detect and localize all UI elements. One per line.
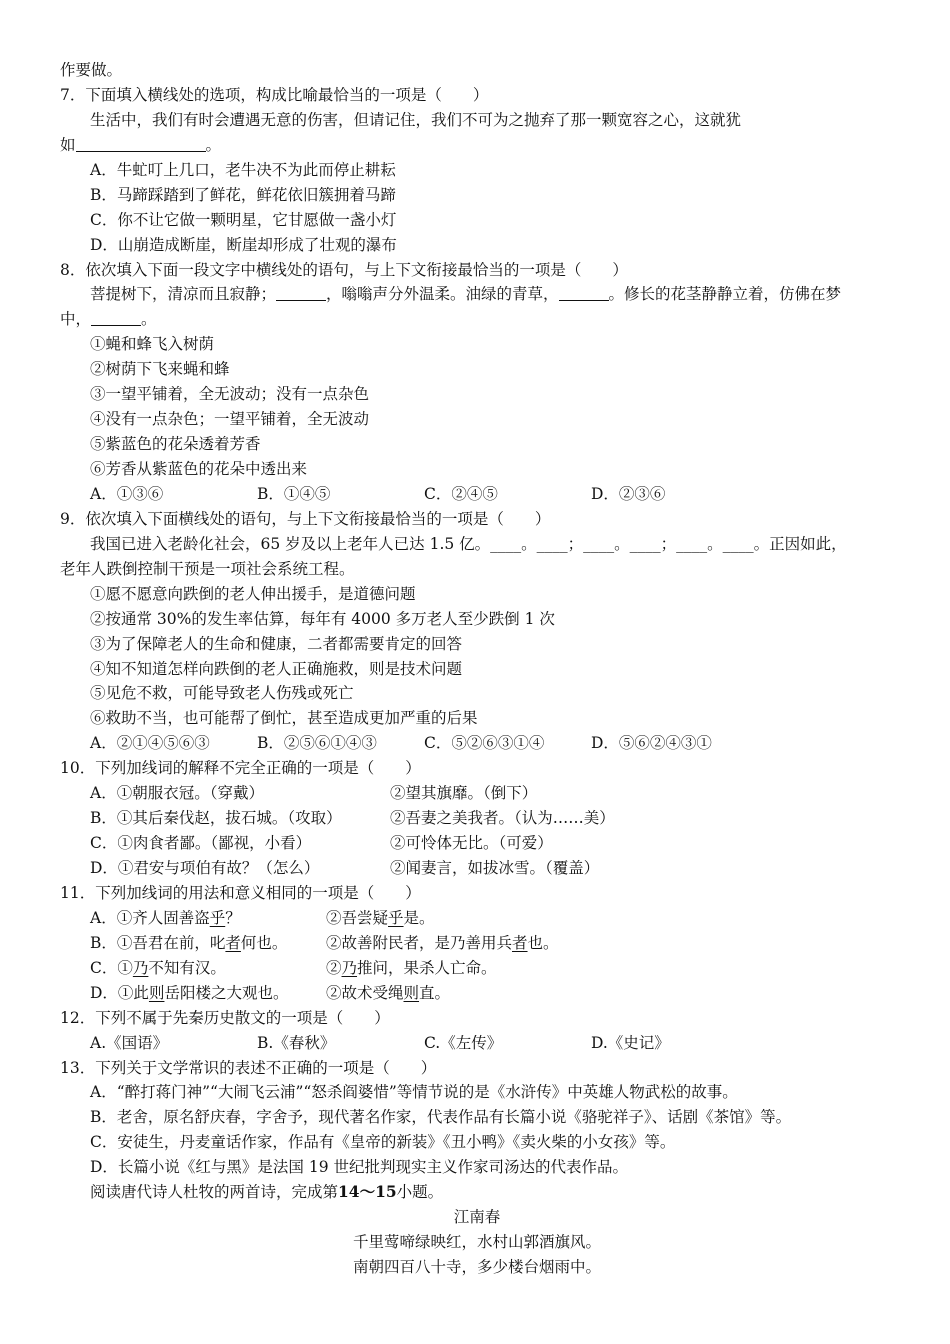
sentence-item: ①蝇和蜂飞入树荫 — [90, 335, 215, 354]
poem-line: 千里莺啼绿映红，水村山郭酒旗风。 — [352, 1233, 601, 1252]
sentence-item: ④没有一点杂色；一望平铺着，全无波动 — [90, 410, 370, 429]
text-fragment: 小题。 — [396, 1183, 444, 1202]
option-a: A．②①④⑤⑥③ — [90, 734, 210, 753]
option-b: B．②⑤⑥①④③ — [257, 734, 377, 753]
option-c: C．⑤②⑥③①④ — [424, 734, 545, 753]
option-part-1: B．①其后秦伐赵，拔石城。（攻取） — [90, 809, 342, 828]
question-13-stem: 13．下列关于文学常识的表述不正确的一项是（ ） — [60, 1058, 437, 1077]
underlined-word: 乎 — [209, 908, 226, 927]
option-a — [60, 781, 894, 806]
text-fragment: 菩提树下，清凉而且寂静； — [90, 285, 277, 304]
option-part-1 — [90, 931, 326, 956]
option-d: D．长篇小说《红与黑》是法国 19 世纪批判现实主义作家司汤达的代表作品。 — [90, 1158, 629, 1177]
option-d — [60, 981, 894, 1006]
poem-line: 南朝四百八十寺，多少楼台烟雨中。 — [352, 1258, 601, 1276]
option-part-2 — [326, 906, 435, 931]
text-fragment: B．①吾君在前，叱 — [90, 933, 226, 952]
text-fragment: D．①此 — [90, 983, 149, 1002]
question-7-passage-end — [60, 133, 894, 158]
option-part-2: ②可怜体无比。（可爱） — [390, 834, 553, 853]
text-fragment: 岳阳楼之大观也。 — [164, 983, 289, 1002]
fill-blank — [76, 134, 206, 152]
text-fragment: C．① — [90, 958, 133, 977]
option-part-2: ②闻妻言，如拔冰雪。（覆盖） — [390, 859, 600, 877]
option-d: D．山崩造成断崖，断崖却形成了壮观的瀑布 — [90, 235, 397, 254]
sentence-item: ③为了保障老人的生命和健康，二者都需要肯定的回答 — [90, 634, 463, 653]
question-12-stem: 12．下列不属于先秦历史散文的一项是（ ） — [60, 1008, 390, 1027]
fill-blank — [559, 283, 609, 301]
text-fragment: ② — [326, 958, 342, 977]
option-c: C．你不让它做一颗明星，它甘愿做一盏小灯 — [90, 210, 397, 229]
option-part-1 — [90, 981, 326, 1006]
option-c: C．安徒生，丹麦童话作家，作品有《皇帝的新装》《丑小鸭》《卖火柴的小女孩》等。 — [90, 1133, 676, 1152]
option-b: B．①④⑤ — [257, 484, 331, 503]
text-fragment: 直。 — [419, 983, 451, 1002]
option-b: B．老舍，原名舒庆春，字舍予，现代著名作家，代表作品有长篇小说《骆驼祥子》、话剧《茶馆》等。 — [90, 1108, 792, 1127]
text-fragment: 推问，果杀人亡命。 — [357, 958, 497, 977]
question-7-passage: 生活中，我们有时会遭遇无意的伤害，但请记住，我们不可为之抛弃了那一颗宽容之心，这就犹 — [90, 110, 742, 129]
exam-page — [60, 58, 894, 1280]
sentence-item: ②树荫下飞来蝇和蜂 — [90, 360, 230, 379]
option-part-2 — [326, 981, 450, 1006]
sentence-item: ⑥救助不当，也可能帮了倒忙，甚至造成更加严重的后果 — [90, 709, 478, 728]
text-fragment: ②吾尝疑 — [326, 908, 389, 927]
poem-title: 江南春 — [453, 1208, 501, 1227]
sentence-item: ⑤紫蓝色的花朵透着芳香 — [90, 435, 261, 454]
question-9-passage-end: 老年人跌倒控制干预是一项社会系统工程。 — [60, 559, 355, 578]
text-line: 作要做。 — [60, 61, 123, 79]
sentence-item: ①愿不愿意向跌倒的老人伸出援手，是道德问题 — [90, 584, 416, 603]
option-c: C.《左传》 — [424, 1033, 503, 1052]
text-fragment: 不知有汉。 — [148, 958, 226, 977]
option-part-1: A．①朝服衣冠。（穿戴） — [90, 784, 264, 803]
text-fragment: 是。 — [403, 908, 435, 927]
text-fragment: 何也。 — [240, 933, 288, 952]
text-fragment: 。 — [141, 310, 157, 329]
option-part-1: D．①君安与项伯有故？（怎么） — [90, 859, 320, 877]
option-d: D．②③⑥ — [591, 484, 666, 503]
text-fragment: 。 — [205, 135, 222, 154]
question-9-passage: 我国已进入老龄化社会，65 岁及以上老年人已达 1.5 亿。____。____；____。____；____。____。正因如此， — [90, 534, 847, 553]
question-8-options — [60, 482, 894, 507]
question-range: 14～15 — [338, 1182, 397, 1202]
text-fragment: 。修长的花茎静静立着，仿佛在梦 — [608, 285, 842, 304]
option-c — [60, 831, 894, 856]
option-part-2 — [326, 931, 559, 956]
option-a: A．牛虻叮上几口，老牛决不为此而停止耕耘 — [90, 160, 396, 179]
option-part-2: ②望其旗靡。（倒下） — [390, 784, 538, 803]
option-a — [60, 906, 894, 931]
option-part-2 — [326, 956, 497, 981]
option-a: A．“醉打蒋门神”“大闹飞云浦”“怒杀阎婆惜”等情节说的是《水浒传》中英雄人物武松的故事。 — [90, 1083, 738, 1102]
option-d — [60, 856, 894, 881]
text-fragment: A．①齐人固善盗 — [90, 908, 210, 927]
question-7-stem: 7．下面填入横线处的选项，构成比喻最恰当的一项是（ ） — [60, 85, 489, 104]
fill-blank — [276, 283, 326, 301]
option-c — [60, 956, 894, 981]
question-10-stem: 10．下列加线词的解释不完全正确的一项是（ ） — [60, 759, 421, 778]
fill-blank — [91, 308, 141, 326]
text-fragment: 也。 — [527, 933, 559, 952]
option-b: B．马蹄踩踏到了鲜花，鲜花依旧簇拥着马蹄 — [90, 185, 396, 204]
text-fragment: ②故善附民者，是乃善用兵 — [326, 933, 513, 952]
question-12-options — [60, 1031, 894, 1056]
sentence-item: ④知不知道怎样向跌倒的老人正确施救，则是技术问题 — [90, 659, 463, 678]
underlined-word: 则 — [148, 983, 165, 1002]
underlined-word: 乎 — [388, 908, 404, 927]
option-b: B.《春秋》 — [257, 1033, 336, 1052]
text-fragment: ，嗡嗡声分外温柔。油绿的青草， — [326, 285, 559, 304]
underlined-word: 者 — [225, 933, 241, 952]
option-part-1 — [90, 956, 326, 981]
option-c: C．②④⑤ — [424, 484, 498, 503]
sentence-item: ③一望平铺着，全无波动；没有一点杂色 — [90, 385, 370, 404]
sentence-item: ②按通常 30%的发生率估算，每年有 4000 多万老人至少跌倒 1 次 — [90, 609, 555, 628]
underlined-word: 者 — [512, 933, 528, 952]
option-a: A.《国语》 — [90, 1033, 169, 1052]
underlined-word: 乃 — [341, 958, 358, 977]
question-11-stem: 11．下列加线词的用法和意义相同的一项是（ ） — [60, 883, 421, 902]
option-part-1 — [90, 906, 326, 931]
reading-instruction — [60, 1180, 894, 1205]
option-b — [60, 931, 894, 956]
text-fragment: ？ — [225, 908, 241, 927]
option-d: D.《史记》 — [591, 1033, 670, 1052]
option-b — [60, 806, 894, 831]
underlined-word: 则 — [403, 983, 420, 1002]
question-9-stem: 9．依次填入下面横线处的语句，与上下文衔接最恰当的一项是（ ） — [60, 509, 551, 528]
question-8-stem: 8．依次填入下面一段文字中横线处的语句，与上下文衔接最恰当的一项是（ ） — [60, 260, 628, 279]
question-9-options — [60, 731, 894, 756]
text-fragment: 阅读唐代诗人杜牧的两首诗，完成第 — [90, 1183, 339, 1202]
option-a: A．①③⑥ — [90, 484, 164, 503]
question-8-passage — [60, 282, 894, 307]
sentence-item: ⑤见危不救，可能导致老人伤残或死亡 — [90, 684, 354, 703]
text-fragment: 中， — [60, 310, 92, 329]
option-d: D．⑤⑥②④③① — [591, 734, 712, 753]
underlined-word: 乃 — [132, 958, 149, 977]
question-8-passage-end — [60, 307, 894, 332]
option-part-1: C．①肉食者鄙。（鄙视，小看） — [90, 834, 312, 853]
sentence-item: ⑥芳香从紫蓝色的花朵中透出来 — [90, 460, 308, 478]
option-part-2: ②吾妻之美我者。（认为……美） — [390, 809, 615, 828]
text-fragment: ②故术受绳 — [326, 983, 404, 1002]
text-fragment: 如 — [60, 135, 76, 154]
